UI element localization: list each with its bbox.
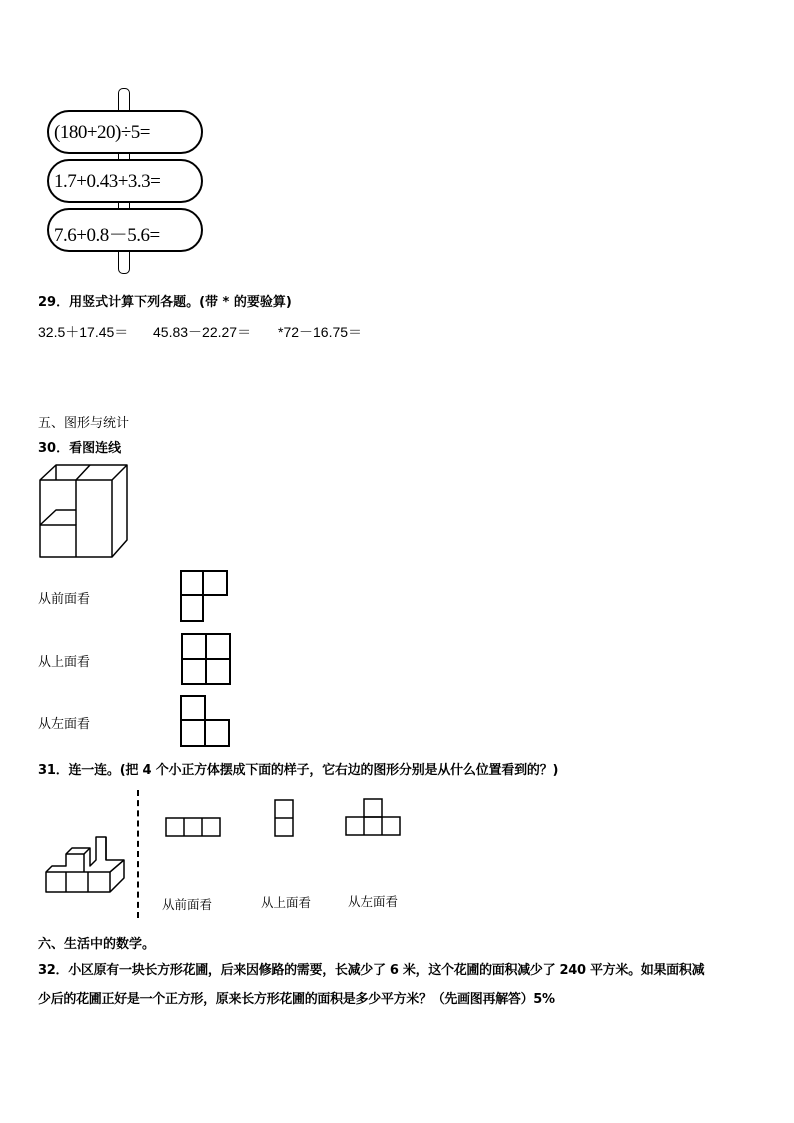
- calc-expression-1: (180+20)÷5=: [54, 122, 151, 143]
- calc-capsule-1: [47, 110, 203, 154]
- q32-line-1: 32．小区原有一块长方形花圃，后来因修路的需要，长减少了 6 米，这个花圃的面积减少了 240 平方米。如果面积减: [38, 963, 705, 978]
- q31-title: 31．连一连。(把 4 个小正方体摆成下面的样子，它右边的图形分别是从什么位置看到的？): [38, 763, 559, 778]
- q29-item-1: 32.5＋17.45＝: [38, 324, 129, 340]
- calc-capsule-3: [47, 208, 203, 252]
- q31-cube-figure: [44, 834, 126, 894]
- q31-divider: [137, 790, 139, 918]
- calc-capsule-2: [47, 159, 203, 203]
- calc-expression-2: 1.7+0.43+3.3=: [54, 171, 161, 192]
- q31-view-shape-1[interactable]: [164, 816, 222, 838]
- q31-view-shape-3[interactable]: [344, 797, 404, 837]
- q30-label-top: 从上面看: [38, 655, 91, 670]
- q29-title: 29．用竖式计算下列各题。(带 * 的要验算): [38, 295, 292, 310]
- calc-expression-3: 7.6+0.8－5.6=: [54, 225, 160, 246]
- q30-view-shape-2[interactable]: [180, 632, 232, 686]
- section5-title: 五、图形与统计: [38, 416, 130, 431]
- section6-title: 六、生活中的数学。: [38, 937, 156, 952]
- q31-label-front: 从前面看: [162, 897, 213, 912]
- q30-title: 30．看图连线: [38, 441, 122, 456]
- q30-view-shape-3[interactable]: [179, 694, 231, 748]
- q32-line-2: 少后的花圃正好是一个正方形，原来长方形花圃的面积是多少平方米？（先画图再解答）5%: [38, 992, 555, 1007]
- q31-label-left: 从左面看: [348, 894, 399, 909]
- q29-item-2: 45.83－22.27＝: [153, 324, 252, 340]
- q30-view-shape-1[interactable]: [179, 569, 229, 623]
- q30-label-front: 从前面看: [38, 592, 91, 607]
- q30-label-left: 从左面看: [38, 717, 91, 732]
- q29-item-3: *72－16.75＝: [278, 324, 363, 340]
- q31-view-shape-2[interactable]: [273, 798, 295, 838]
- q31-label-top: 从上面看: [261, 895, 312, 910]
- q30-cube-figure: [38, 462, 130, 560]
